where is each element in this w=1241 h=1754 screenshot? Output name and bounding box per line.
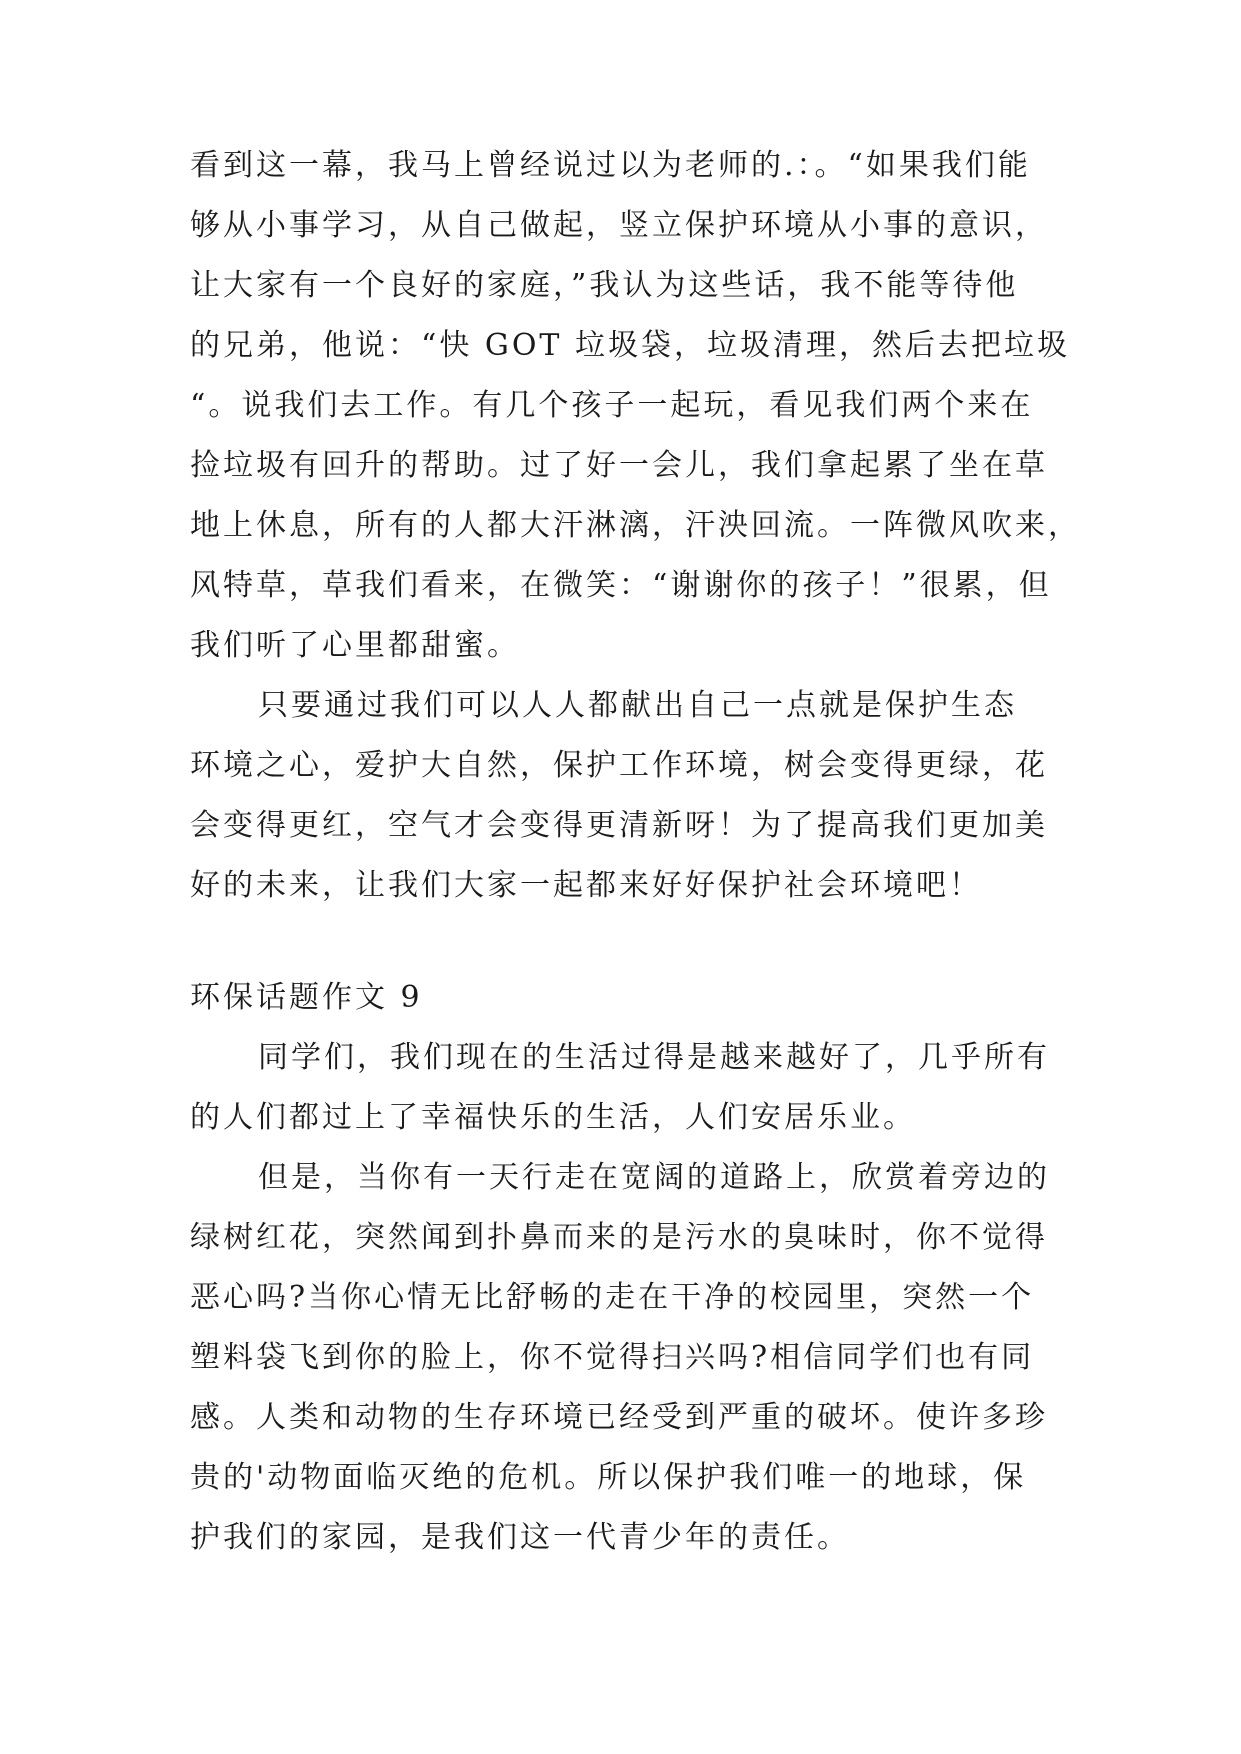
paragraph-body	[190, 1148, 1050, 1568]
paragraph-line: 我们听了心里都甜蜜。	[190, 628, 520, 663]
paragraph-line: 只要通过我们可以人人都献出自己一点就是保护生态	[258, 688, 1017, 723]
paragraph-line: 贵的'动物面临灭绝的危机。所以保护我们唯一的地球，保	[190, 1460, 1027, 1495]
paragraph-conclusion	[190, 676, 1050, 916]
paragraph-line: 护我们的家园，是我们这一代青少年的责任。	[190, 1520, 850, 1555]
paragraph-line: 环境之心，爱护大自然，保护工作环境，树会变得更绿，花	[190, 748, 1048, 783]
paragraph-line: 捡垃圾有回升的帮助。过了好一会儿，我们拿起累了坐在草	[190, 448, 1048, 483]
paragraph-line: 看到这一幕，我马上曾经说过以为老师的.：。“如果我们能	[190, 148, 1031, 183]
paragraph-story-ending	[190, 136, 1081, 676]
essay-heading: 环保话题作文 9	[190, 980, 423, 1015]
paragraph-line: 恶心吗?当你心情无比舒畅的走在干净的校园里，突然一个	[190, 1280, 1035, 1315]
paragraph-line: 同学们，我们现在的生活过得是越来越好了，几乎所有	[258, 1040, 1050, 1075]
paragraph-intro	[190, 1028, 1050, 1148]
paragraph-line: 会变得更红，空气才会变得更清新呀！为了提高我们更加美	[190, 808, 1048, 843]
paragraph-line: 的人们都过上了幸福快乐的生活，人们安居乐业。	[190, 1100, 916, 1135]
paragraph-line: 但是，当你有一天行走在宽阔的道路上，欣赏着旁边的	[258, 1160, 1050, 1195]
paragraph-line: 绿树红花，突然闻到扑鼻而来的是污水的臭味时，你不觉得	[190, 1220, 1048, 1255]
paragraph-line: 够从小事学习，从自己做起，竖立保护环境从小事的意识，	[190, 208, 1048, 243]
paragraph-line: 好的未来，让我们大家一起都来好好保护社会环境吧！	[190, 868, 982, 903]
paragraph-line: 地上休息，所有的人都大汗淋漓，汗泱回流。一阵微风吹来，	[190, 508, 1081, 543]
paragraph-line: 的兄弟，他说：“快 GOT 垃圾袋，垃圾清理，然后去把垃圾	[190, 328, 1070, 363]
paragraph-line: 风特草，草我们看来，在微笑：“谢谢你的孩子！”很累，但	[190, 568, 1052, 603]
paragraph-line: 感。人类和动物的生存环境已经受到严重的破坏。使许多珍	[190, 1400, 1048, 1435]
paragraph-line: 塑料袋飞到你的脸上，你不觉得扫兴吗?相信同学们也有同	[190, 1340, 1035, 1375]
paragraph-line: “。说我们去工作。有几个孩子一起玩，看见我们两个来在	[190, 388, 1034, 423]
paragraph-line: 让大家有一个良好的家庭，”我认为这些话，我不能等待他	[190, 268, 1019, 303]
